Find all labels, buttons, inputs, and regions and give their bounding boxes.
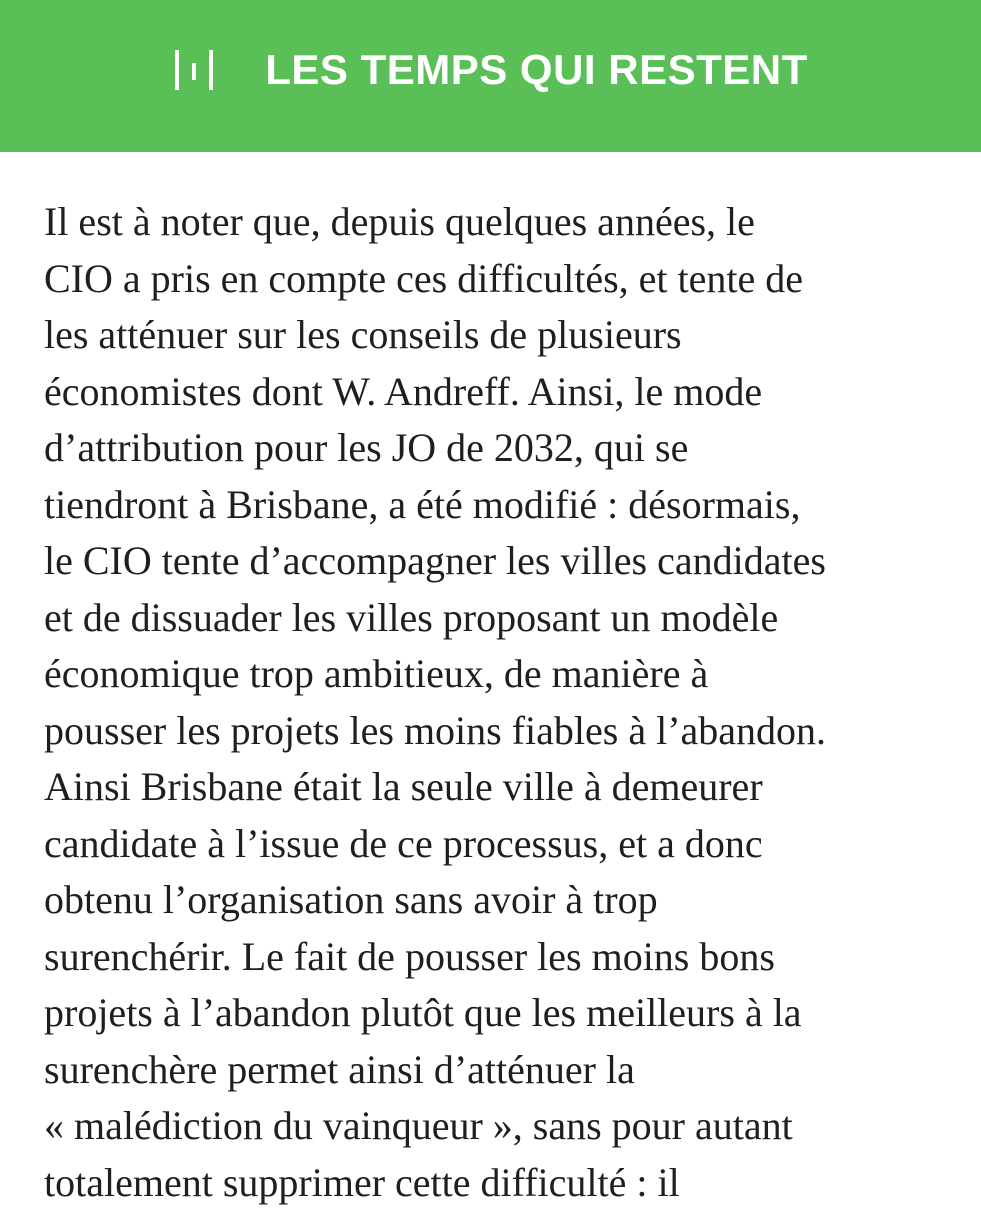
article-text-line: obtenu l’organisation sans avoir à trop	[44, 872, 969, 929]
article-text-line: projets à l’abandon plutôt que les meilleurs à la	[44, 985, 969, 1042]
article-text-line: surenchère permet ainsi d’atténuer la	[44, 1042, 969, 1099]
site-header	[0, 0, 981, 152]
article-text-line: candidate à l’issue de ce processus, et a donc	[44, 816, 969, 873]
article-text-line: Il est à noter que, depuis quelques années, le	[44, 194, 969, 251]
publication-title[interactable]: LES TEMPS QUI RESTENT	[265, 49, 808, 91]
article-text-line: économique trop ambitieux, de manière à	[44, 646, 969, 703]
article-text-line: le CIO tente d’accompagner les villes candidates	[44, 533, 969, 590]
article-text-line: CIO a pris en compte ces difficultés, et tente de	[44, 251, 969, 308]
pipe-bar-logo-icon[interactable]	[173, 48, 215, 92]
header-bar	[0, 0, 981, 140]
article-text-line: « malédiction du vainqueur », sans pour autant	[44, 1098, 969, 1155]
article-text-line: pousser les projets les moins fiables à l’abandon.	[44, 703, 969, 760]
article-text-line: économistes dont W. Andreff. Ainsi, le mode	[44, 364, 969, 421]
article-text-line: les atténuer sur les conseils de plusieurs	[44, 307, 969, 364]
article-text-line: tiendront à Brisbane, a été modifié : désormais,	[44, 477, 969, 534]
article-text-line: d’attribution pour les JO de 2032, qui se	[44, 420, 969, 477]
article-text-line: totalement supprimer cette difficulté : il	[44, 1155, 969, 1211]
article-text-line: et de dissuader les villes proposant un modèle	[44, 590, 969, 647]
article-body	[44, 194, 969, 1211]
article-text-line: Ainsi Brisbane était la seule ville à demeurer	[44, 759, 969, 816]
article-text-line: surenchérir. Le fait de pousser les moins bons	[44, 929, 969, 986]
